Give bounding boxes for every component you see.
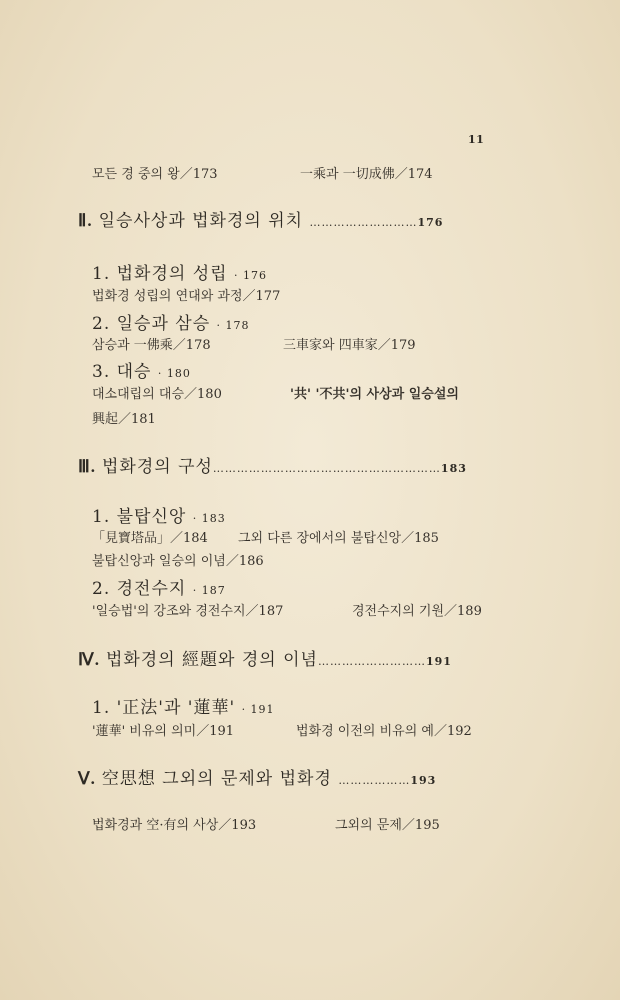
toc-entry: 삼승과 一佛乘／178 — [92, 338, 211, 353]
section-title: 일승사상과 법화경의 위치 — [98, 211, 304, 231]
item-title: 3. 대승 — [92, 362, 152, 382]
item-title: 1. '正法'과 '蓮華' — [92, 698, 236, 718]
toc-item — [92, 693, 275, 718]
item-page: · 180 — [157, 367, 191, 380]
toc-entry: 그외 다른 장에서의 불탑신앙／185 — [238, 531, 439, 546]
toc-item — [92, 309, 250, 334]
toc-entry: 법화경 성립의 연대와 과정／177 — [92, 289, 281, 304]
section-page: 193 — [410, 774, 437, 787]
toc-item — [92, 502, 226, 527]
leader-dots: ……………… — [338, 774, 411, 787]
item-title: 2. 일승과 삼승 — [92, 314, 211, 334]
toc-item — [92, 357, 191, 382]
toc-entry: 불탑신앙과 일승의 이념／186 — [92, 554, 264, 569]
leader-dots: ……………………… — [317, 655, 426, 668]
section-number: Ⅱ. — [78, 211, 93, 230]
toc-entry: 모든 경 중의 왕／173 — [92, 167, 218, 182]
section-title: 空思想 그외의 문제와 법화경 — [101, 769, 332, 789]
item-page: · 187 — [192, 584, 226, 597]
leader-dots: ……………………… — [309, 216, 418, 229]
section-heading — [78, 764, 436, 789]
item-page: · 183 — [192, 512, 226, 525]
section-title: 법화경의 經題와 경의 이념 — [105, 650, 318, 670]
toc-entry: 一乘과 一切成佛／174 — [300, 167, 433, 182]
page-number: 11 — [468, 133, 485, 146]
toc-entry: 경전수지의 기원／189 — [352, 604, 482, 619]
toc-item — [92, 259, 267, 284]
toc-entry: '일승법'의 강조와 경전수지／187 — [92, 604, 284, 619]
item-title: 1. 법화경의 성립 — [92, 264, 228, 284]
toc-item — [92, 574, 226, 599]
section-page: 183 — [440, 462, 467, 475]
toc-entry: '共' '不共'의 사상과 일승설의 — [290, 387, 459, 402]
item-title: 1. 불탑신앙 — [92, 507, 187, 527]
section-heading — [78, 452, 467, 477]
section-number: Ⅴ. — [78, 769, 96, 788]
toc-entry: 법화경 이전의 비유의 예／192 — [296, 724, 472, 739]
item-page: · 176 — [233, 269, 267, 282]
toc-entry: 三車家와 四車家／179 — [283, 338, 416, 353]
section-number: Ⅳ. — [78, 650, 100, 669]
toc-entry: 興起／181 — [92, 412, 156, 427]
section-title: 법화경의 구성 — [101, 457, 213, 477]
toc-entry: 「見寶塔品」／184 — [92, 531, 208, 546]
section-page: 191 — [425, 655, 452, 668]
item-title: 2. 경전수지 — [92, 579, 187, 599]
item-page: · 191 — [241, 703, 275, 716]
toc-entry: 대소대립의 대승／180 — [92, 387, 222, 402]
toc-entry: 그외의 문제／195 — [335, 818, 440, 833]
item-page: · 178 — [216, 319, 250, 332]
toc-entry: 법화경과 空·有의 사상／193 — [92, 818, 257, 833]
section-heading — [78, 645, 452, 670]
leader-dots: ………………………………………………… — [212, 462, 441, 475]
section-heading — [78, 206, 443, 231]
toc-entry: '蓮華' 비유의 의미／191 — [92, 724, 235, 739]
section-page: 176 — [417, 216, 444, 229]
section-number: Ⅲ. — [78, 457, 96, 476]
